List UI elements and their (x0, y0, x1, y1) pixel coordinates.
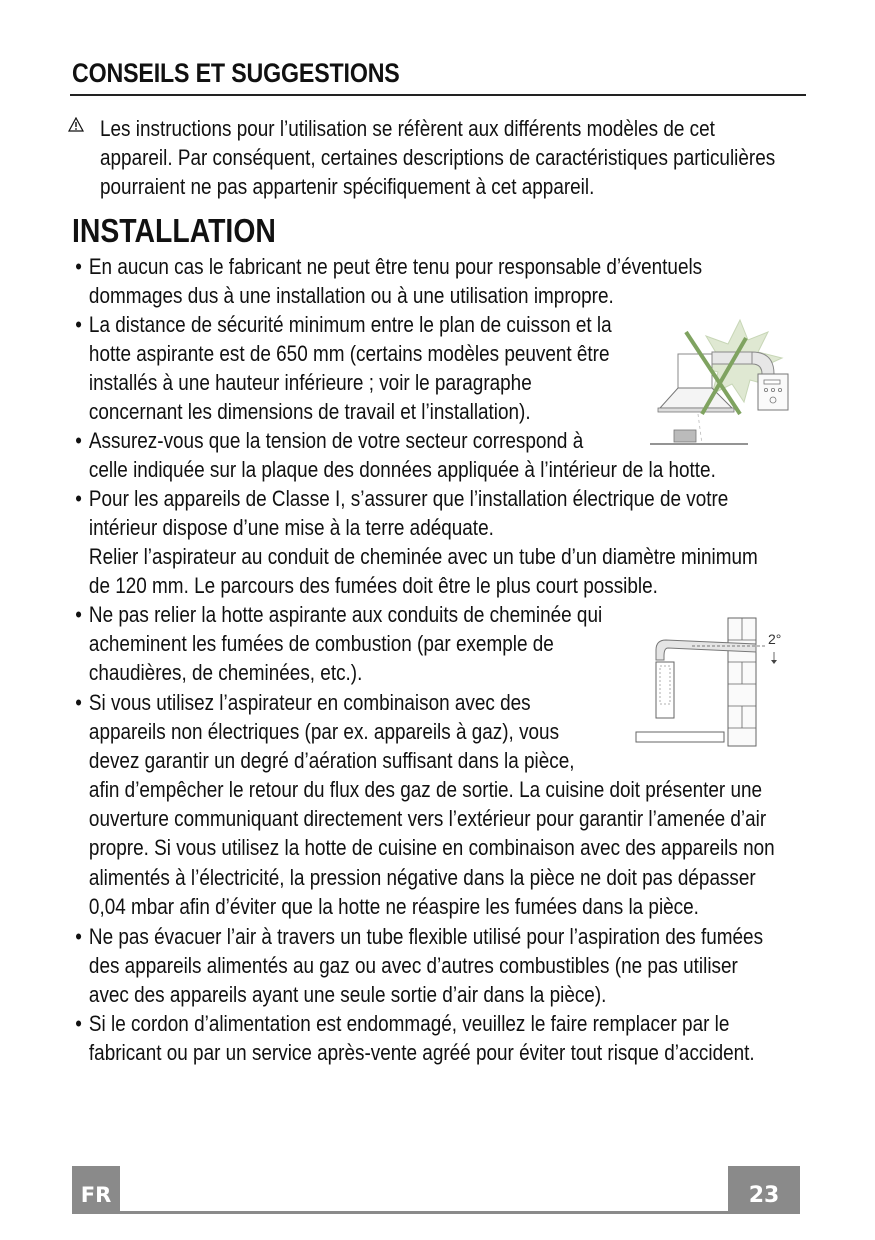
list-item-text: En aucun cas le fabricant ne peut être tenu pour responsable d’éventuels dommages dus à une installation ou à une utilisation impropre. (88, 254, 703, 309)
bullet: • (75, 602, 82, 627)
list-item-text: La distance de sécurité minimum entre le plan de cuisson et la hotte aspirante est de 650 mm (certains modèles peuvent être installés à une hauteur inférieure ; voir le paragraphe concernant les dimensions de travail et l’installation). (88, 312, 612, 425)
bullet: • (75, 254, 82, 279)
bullet: • (75, 428, 82, 453)
slope-angle-label: 2° (768, 631, 782, 647)
warning-text: Les instructions pour l’utilisation se réfèrent aux différents modèles de cet appareil. Par conséquent, certaines descriptions de caractéristiques particulières pourraient ne pas appartenir spécifiquement à cet appareil. (100, 116, 776, 200)
footer-page-tab (728, 1166, 800, 1214)
list-item-text: Assurez-vous que la tension de votre secteur correspond à celle indiquée sur la plaque des données appliquée à l’intérieur de la hotte. (88, 428, 716, 483)
list-item (70, 252, 784, 310)
bullet: • (75, 690, 82, 715)
list-item-text: Ne pas relier la hotte aspirante aux conduits de cheminée qui acheminent les fumées de combustion (par exemple de chaudières, de cheminées, etc.). (88, 602, 603, 686)
warning-triangle-icon (68, 117, 84, 132)
bullet: • (75, 486, 82, 511)
bullet: • (75, 1011, 82, 1036)
list-item-text: Ne pas évacuer l’air à travers un tube flexible utilisé pour l’aspiration des fumées des appareils alimentés au gaz ou avec d’autres combustibles (ne pas utiliser avec des appareils ayant une seule sortie d’air dans la pièce). (88, 924, 764, 1008)
footer-language: FR (80, 1183, 112, 1207)
page-number: 23 (748, 1183, 780, 1208)
list-item-text: Pour les appareils de Classe I, s’assurer que l’installation électrique de votre intérieur dispose d’une mise à la terre adéquate. Relier l’aspirateur au conduit de cheminée avec un tube d’un diamètre minimum de 120 mm. Le parcours des fumées doit être le plus court possible. (88, 486, 758, 599)
hood-boiler-crossed-icon (636, 318, 794, 452)
title-divider (70, 94, 806, 96)
list-item-text: Si le cordon d’alimentation est endommagé, veuillez le faire remplacer par le fabricant ou par un service après-vente agréé pour éviter tout risque d’accident. (88, 1011, 755, 1066)
list-item (70, 1009, 784, 1067)
section-heading-installation: INSTALLATION (72, 212, 276, 249)
footer-language-tab (72, 1166, 120, 1214)
list-item (70, 922, 784, 1009)
warning-note (100, 114, 788, 201)
list-item (70, 484, 784, 600)
list-item-text: Si vous utilisez l’aspirateur en combinaison avec des appareils non électriques (par ex. appareils à gaz), vous devez garantir un degré d’aération suffisant dans la pièce, afin d’empêcher le retour du flux des gaz de sortie. La cuisine doit présenter une ouverture communiquant directement vers l’extérieur pour garantir l’amenée d’air propre. Si vous utilisez la hotte de cuisine en combinaison avec des appareils non alimentés à l’électricité, la pression négative dans la pièce ne doit pas dépasser 0,04 mbar afin d’éviter que la hotte ne réaspire les fumées dans la pièce. (88, 690, 775, 919)
bullet: • (75, 312, 82, 337)
page-title: CONSEILS ET SUGGESTIONS (72, 58, 400, 88)
bullet: • (75, 924, 82, 949)
footer-rule (120, 1211, 728, 1214)
